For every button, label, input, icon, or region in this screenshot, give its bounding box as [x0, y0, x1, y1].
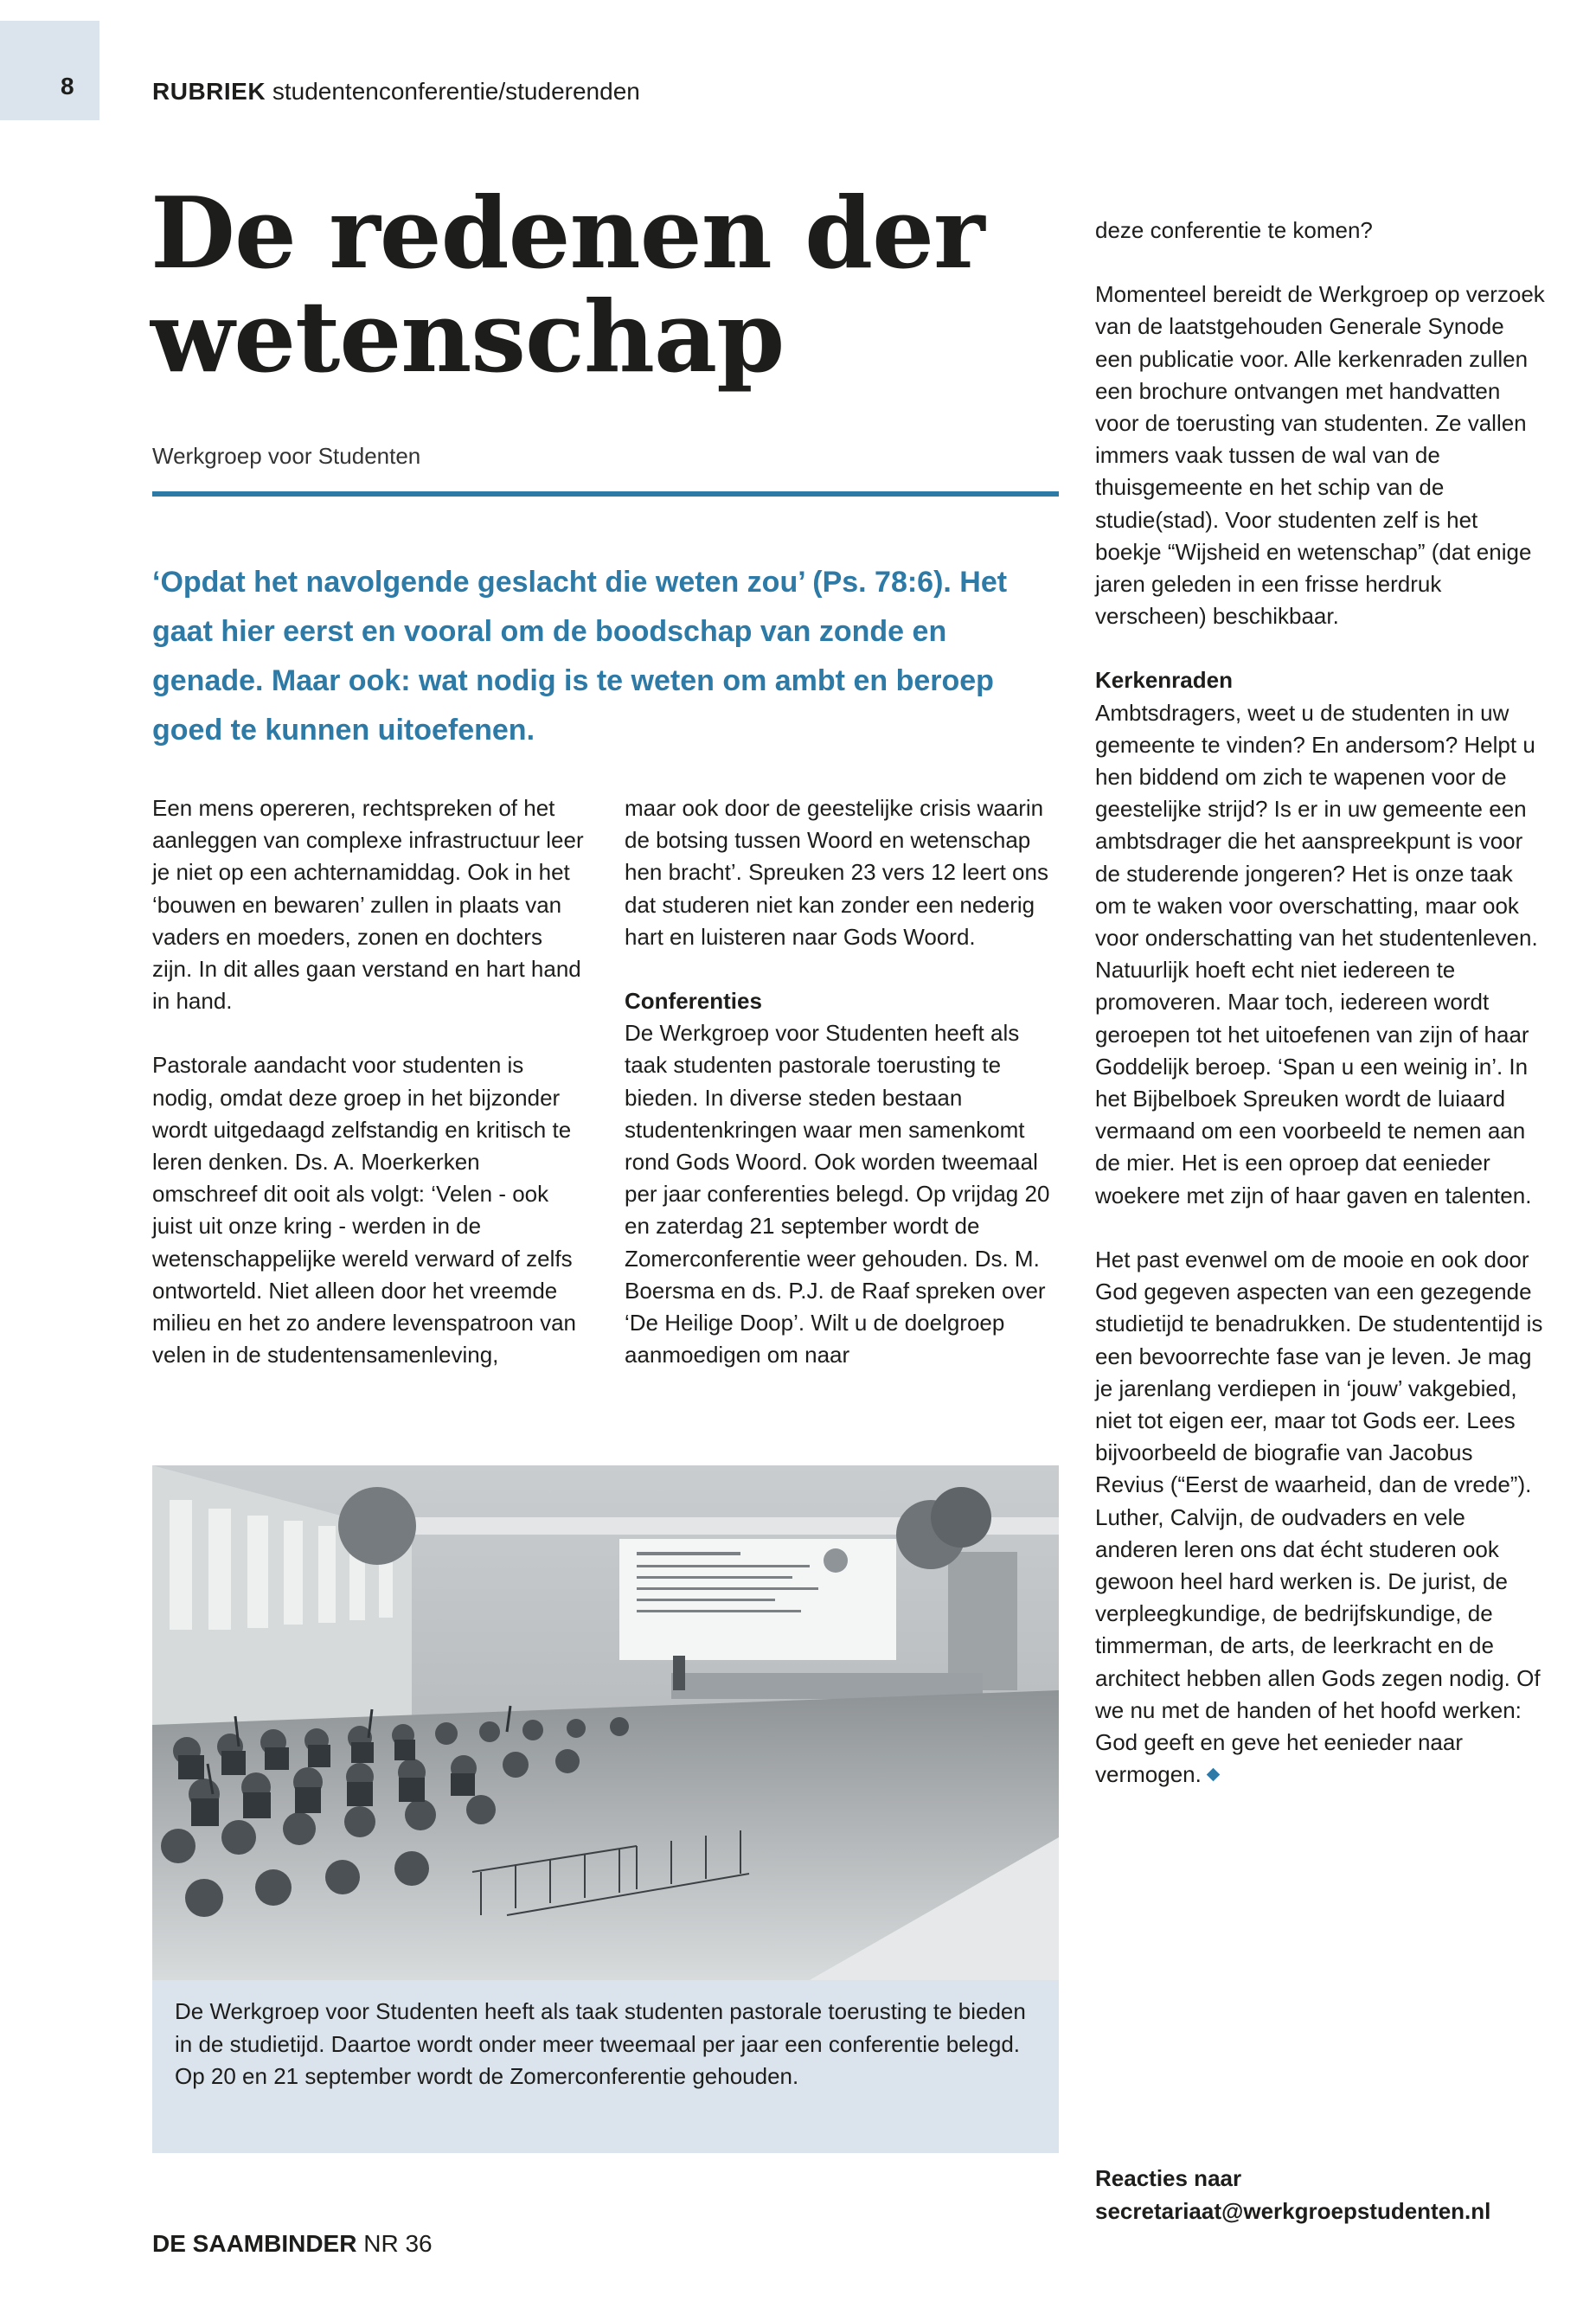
subheading-conferenties: Conferenties	[625, 988, 762, 1015]
reactions-email[interactable]: secretariaat@werkgroepstudenten.nl	[1095, 2197, 1491, 2224]
rubriek-text: studentenconferentie/studerenden	[272, 78, 640, 105]
rubriek-label: RUBRIEK	[152, 78, 266, 105]
paragraph: Momenteel bereidt de Werkgroep op verzoek van de laatstgehouden Generale Synode een publicatie voor. Alle kerkenraden zullen een brochure ontvangen met handvatten voor de toerusting van studenten. Ze vallen immers vaak tussen de wal van de thuisgemeente en het schip van de studie(stad). Voor studenten zelf is het boekje “Wijsheid en wetenschap” (dat enige jaren geleden in een frisse herdruk verscheen) beschikbaar.	[1095, 281, 1545, 630]
article-author: Werkgroep voor Studenten	[152, 443, 421, 469]
column-middle	[625, 792, 1066, 1371]
conference-photo	[152, 1465, 1059, 1980]
paragraph: Een mens opereren, rechtspreken of het aanleggen van complexe infrastructuur leer je niet op een achternamiddag. Ook in het ‘bouwen en bewaren’ zullen in plaats van vaders en moeders, zonen en dochters zijn. In dit alles gaan verstand en hart hand in hand.	[152, 795, 584, 1015]
section-header	[152, 78, 640, 106]
article-title	[151, 176, 1067, 394]
title-line-2: wetenschap	[151, 279, 785, 394]
reactions-label: Reacties naar	[1095, 2165, 1242, 2191]
column-left	[152, 792, 585, 1371]
paragraph-text: Het past evenwel om de mooie en ook door God gegeven aspecten van een gezegende studietijd te benadrukken. De studententijd is een bevoorrechte fase van je leven. Je mag je jarenlang verdiepen in ‘jouw’ vakgebied, niet tot eigen eer, maar tot Gods eer. Lees bijvoorbeeld de biografie van Jacobus Revius (“Eerst de waarheid, dan de vrede”). Luther, Calvijn, de oudvaders en vele anderen leren ons dat écht studeren ook gewoon heel hard werken is. De jurist, de verpleegkundige, de bedrijfskundige, de timmerman, de arts, de leerkracht en de architect hebben allen Gods zegen nodig. Of we nu met de handen of het hoofd werken: God geeft en geve het eenieder naar vermogen.	[1095, 1246, 1543, 1788]
issue-number: NR 36	[363, 2230, 433, 2257]
column-right	[1095, 215, 1545, 1791]
photo-caption-box	[152, 1980, 1059, 2153]
page-number: 8	[61, 73, 74, 99]
end-mark-icon	[1207, 1768, 1221, 1782]
divider-rule	[152, 491, 1059, 497]
paragraph: Pastorale aandacht voor studenten is nodig, omdat deze groep in het bijzonder wordt uitgedaagd zelfstandig en kritisch te leren denken. Ds. A. Moerkerken omschreef dit ooit als volgt: ‘Velen - ook juist uit onze kring - werden in de wetenschappelijke wereld verward of zelfs ontworteld. Niet alleen door het vreemde milieu en het zo andere levenspatroon van velen in de studentensamenleving,	[152, 1052, 576, 1368]
paragraph: maar ook door de geestelijke crisis waarin de botsing tussen Woord en wetenschap hen bracht’. Spreuken 23 vers 12 leert ons dat studeren niet kan zonder een nederig hart en luisteren naar Gods Woord.	[625, 795, 1048, 950]
photo-caption: De Werkgroep voor Studenten heeft als taak studenten pastorale toerusting te bieden in de studietijd. Daartoe wordt onder meer tweemaal per jaar een conferentie belegd. Op 20 en 21 september wordt de Zomerconferentie gehouden.	[175, 1998, 1026, 2089]
paragraph: De Werkgroep voor Studenten heeft als taak studenten pastorale toerusting te bieden. In diverse steden bestaan studentenkringen waar men samenkomt rond Gods Woord. Ook worden tweemaal per jaar conferenties belegd. Op vrijdag 20 en zaterdag 21 september wordt de Zomerconferentie weer gehouden. Ds. M. Boersma en ds. P.J. de Raaf spreken over ‘De Heilige Doop’. Wilt u de doelgroep aanmoedigen om naar	[625, 1020, 1050, 1368]
closing-paragraph	[1095, 1244, 1545, 1791]
paragraph: Ambtsdragers, weet u de studenten in uw gemeente te vinden? En andersom? Helpt u hen biddend om zich te wapenen voor de geestelijke strijd? Is er in uw gemeente een ambtsdrager die het aanspreekpunt is voor de studerende jongeren? Het is onze taak om te waken voor overschatting, maar ook voor onderschatting van het studentenleven. Natuurlijk hoeft echt niet iedereen te promoveren. Maar toch, iedereen wordt geroepen tot het uitoefenen van zijn of haar Goddelijk beroep. ‘Span u een weinig in’. In het Bijbelboek Spreuken wordt de luiaard vermaand om een voorbeeld te nemen aan de mier. Het is een oproep dat eenieder woekere met zijn of haar gaven en talenten.	[1095, 699, 1538, 1208]
page-number-box	[0, 21, 99, 120]
page-footer	[152, 2230, 433, 2258]
reactions-block	[1095, 2163, 1545, 2227]
paragraph: deze conferentie te komen?	[1095, 217, 1373, 243]
lead-paragraph: ‘Opdat het navolgende geslacht die weten zou’ (Ps. 78:6). Het gaat hier eerst en vooral om de boodschap van zonde en genade. Maar ook: wat nodig is te weten om ambt en beroep goed te kunnen uitoefenen.	[152, 566, 1008, 747]
title-line-1: De redenen der	[151, 176, 984, 291]
conference-photo-illustration	[152, 1465, 1059, 1980]
magazine-name: DE SAAMBINDER	[152, 2230, 357, 2257]
subheading-kerkenraden: Kerkenraden	[1095, 667, 1233, 694]
